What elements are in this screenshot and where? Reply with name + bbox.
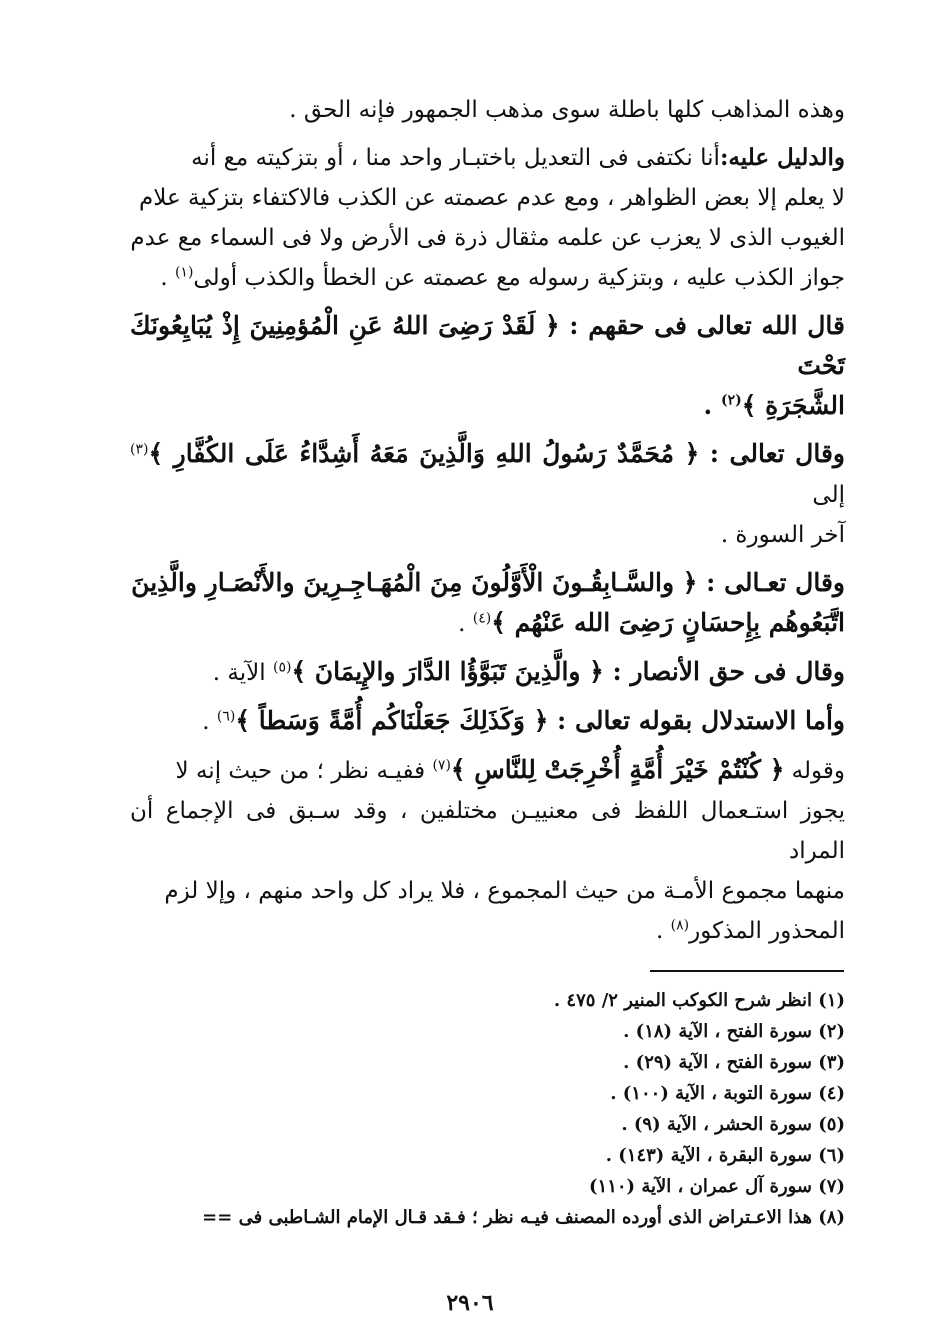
verse-line: وقال تعالى : ﴿ مُحَمَّدٌ رَسُولُ اللهِ وَالَّذِينَ مَعَهُ أَشِدَّاءُ عَلَى الكُفَّارِ ﴾ (148, 439, 845, 468)
paragraph-8 (130, 750, 845, 951)
paragraph-1: وهذه المذاهب كلها باطلة سوى مذهب الجمهور فإنه الحق . (289, 97, 845, 123)
footnote-5: (٥) سورة الحشر ، الآية (٩) . (621, 1114, 845, 1135)
footnote-2: (٢) سورة الفتح ، الآية (١٨) . (623, 1021, 845, 1042)
footnotes (130, 985, 845, 1233)
footnote-6: (٦) سورة البقرة ، الآية (١٤٣) . (605, 1145, 845, 1166)
paragraph-2 (130, 138, 845, 298)
text-end: . (160, 265, 175, 291)
footnote-4: (٤) سورة التوبة ، الآية (١٠٠) . (610, 1083, 845, 1104)
text-end: . (656, 918, 671, 944)
text-line: يجوز استـعمال اللفظ فى معنييـن مختلفين ، وقد سـبق فى الإجماع أن المراد (130, 798, 845, 864)
text-end: إلى (812, 482, 845, 508)
verse-line: وأما الاستدلال بقوله تعالى : ﴿ وَكَذَلِكَ جَعَلْنَاكُم أُمَّةً وَسَطاً ﴾ (235, 706, 845, 735)
text-end: الآية . (212, 660, 273, 686)
page-number: ٢٩٠٦ (446, 1290, 494, 1316)
verse-line: الشَّجَرَةِ ﴾ (741, 391, 845, 420)
footnote-ref: (٦) (216, 708, 236, 725)
footnote-ref: (١) (174, 264, 194, 281)
paragraph-3 (130, 306, 845, 426)
footnote-divider (650, 970, 844, 972)
paragraph-5 (130, 563, 845, 644)
text-line: جواز الكذب عليه ، وبتزكية رسوله مع عصمته عن الخطأ والكذب أولى (193, 265, 845, 291)
verse-line: قال الله تعالى فى حقهم : ﴿ لَقَدْ رَضِىَ اللهُ عَنِ الْمُؤمِنِينَ إِذْ يُبَايِعُونَكَ تَحْتَ (130, 311, 845, 380)
footnote-8: (٨) هذا الاعـتراض الذى أورده المصنف فيـه نظر ؛ فـقد قـال الإمام الشـاطبى فى == (202, 1207, 845, 1228)
text-line: لا يعلم إلا بعض الظواهر ، ومع عدم عصمته عن الكذب فالاكتفاء بتزكية علام (139, 185, 845, 211)
text-line: منهما مجموع الأمـة من حيث المجموع ، فلا يراد كل واحد منهم ، وإلا لزم (164, 878, 845, 904)
footnote-7: (٧) سورة آل عمران ، الآية (١١٠) (589, 1176, 845, 1197)
footnote-ref: (٢) (720, 392, 742, 409)
text-line: أنا نكتفى فى التعديل باختبـار واحد منا ، أو بتزكيته مع أنه (191, 145, 720, 171)
paragraph-4 (130, 434, 845, 555)
text-line: وقوله (784, 758, 845, 784)
text-line: الغيوب الذى لا يعزب عن علمه مثقال ذرة فى الأرض ولا فى السماء مع عدم (130, 225, 845, 251)
text-end: . (202, 709, 217, 735)
verse-line: وقال فى حق الأنصار : ﴿ والَّذِينَ تَبَوَّؤُا الدَّارَ والإِيمَانَ ﴾ (291, 657, 845, 686)
footnote-ref: (٧) (432, 757, 451, 774)
verse-line: وقال تعـالى : ﴿ والسَّـابِقُـونَ الْأَوَّلُونَ مِنَ الْمُهَـاجِـرِينَ والأَنْصَـارِ والَّذِينَ (131, 568, 845, 597)
footnote-ref: (٣) (130, 441, 149, 458)
verse-inline: ﴿ كُنْتُمْ خَيْرَ أُمَّةٍ أُخْرِجَتْ لِلنَّاسِ ﴾ (450, 755, 785, 784)
text-end: . (703, 391, 721, 420)
verse-line: اتَّبَعُوهُم بِإِحسَانٍ رَضِىَ الله عَنْهُم ﴾ (491, 608, 845, 637)
text-line: آخر السورة . (720, 522, 845, 548)
footnote-1: (١) انظر شرح الكوكب المنير ٢/ ٤٧٥ . (553, 990, 845, 1011)
text-end: . (458, 611, 473, 637)
footnote-ref: (٤) (472, 610, 492, 627)
footnote-ref: (٥) (272, 659, 292, 676)
footnote-3: (٣) سورة الفتح ، الآية (٢٩) . (623, 1052, 845, 1073)
footnote-ref: (٨) (670, 917, 690, 934)
paragraph-lead: والدليل عليه: (719, 144, 845, 171)
text-line: ففيـه نظر ؛ من حيث إنه لا (175, 758, 433, 784)
text-line: المحذور المذكور (689, 918, 845, 944)
main-text (130, 90, 845, 951)
